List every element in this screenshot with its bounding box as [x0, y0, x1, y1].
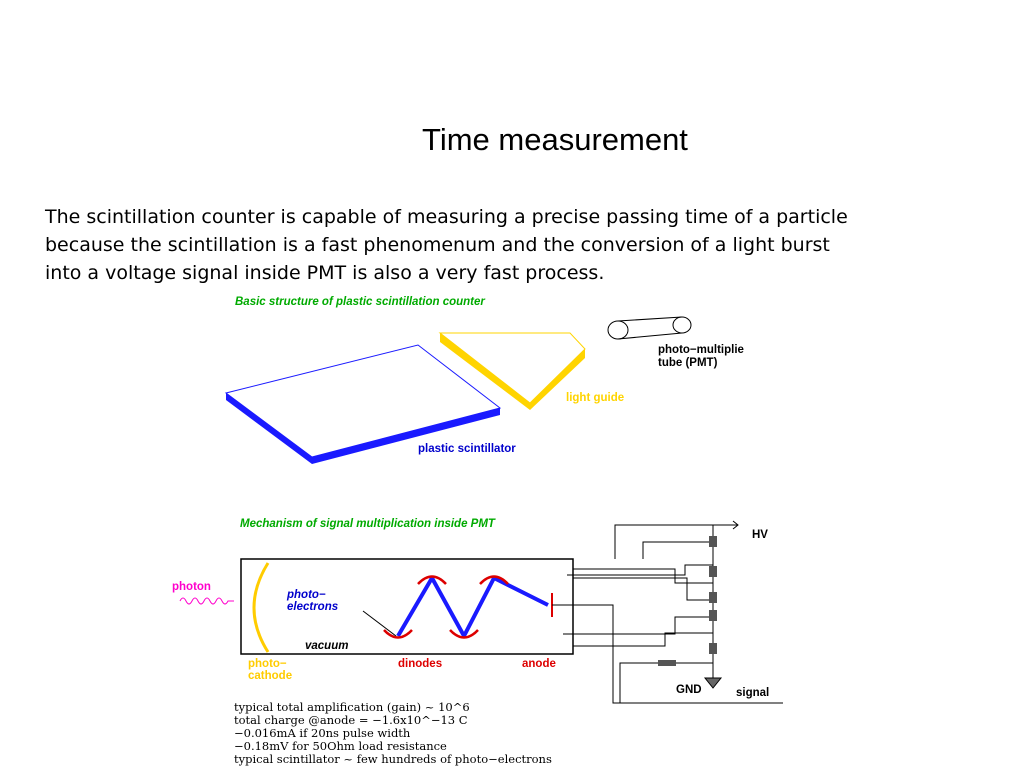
photocathode-shape [254, 563, 268, 652]
diagram1-heading: Basic structure of plastic scintillation counter [235, 296, 485, 308]
voltage-divider-resistors [658, 536, 717, 666]
body-line: because the scintillation is a fast phenomenum and the conversion of a light burst [45, 234, 830, 256]
plastic-scintillator-label: plastic scintillator [418, 443, 516, 455]
gnd-label: GND [676, 684, 702, 696]
pmt-notes [234, 701, 552, 766]
note-line: typical scintillator ~ few hundreds of photo−electrons [234, 752, 552, 766]
diagram-basic-structure [226, 296, 744, 464]
pmt-wiring [552, 521, 783, 703]
electron-path [398, 578, 548, 636]
diagram-pmt-mechanism [172, 518, 783, 703]
body-line: into a voltage signal inside PMT is also a very fast process. [45, 262, 605, 284]
slide-title: Time measurement [422, 122, 688, 157]
photoelectrons-label-line1: photo− [287, 589, 326, 601]
pmt-cylinder-shape [608, 317, 691, 339]
photoelectron-pointer-line [363, 611, 396, 636]
signal-label: signal [736, 687, 770, 699]
note-line: total charge @anode = −1.6x10^−13 C [234, 713, 468, 727]
photocathode-label-line1: photo− [248, 658, 287, 670]
light-guide-label: light guide [566, 392, 625, 404]
ground-icon [705, 678, 721, 688]
diagram2-heading: Mechanism of signal multiplication inside PMT [240, 518, 495, 530]
photoelectrons-label-line2: electrons [287, 601, 339, 613]
anode-label: anode [522, 658, 556, 670]
hv-label: HV [752, 529, 768, 541]
pmt-label-line1: photo−multiplie [658, 344, 744, 356]
note-line: −0.016mA if 20ns pulse width [234, 726, 411, 740]
photon-label: photon [172, 581, 211, 593]
note-line: typical total amplification (gain) ~ 10^6 [234, 700, 470, 714]
dinodes-label: dinodes [398, 658, 443, 670]
pmt-label-line2: tube (PMT) [658, 357, 718, 369]
body-line: The scintillation counter is capable of measuring a precise passing time of a particle [45, 206, 848, 228]
photon-wave-icon [180, 598, 234, 604]
vacuum-label: vacuum [305, 640, 349, 652]
photocathode-label-line2: cathode [248, 670, 293, 682]
note-line: −0.18mV for 50Ohm load resistance [234, 739, 447, 753]
